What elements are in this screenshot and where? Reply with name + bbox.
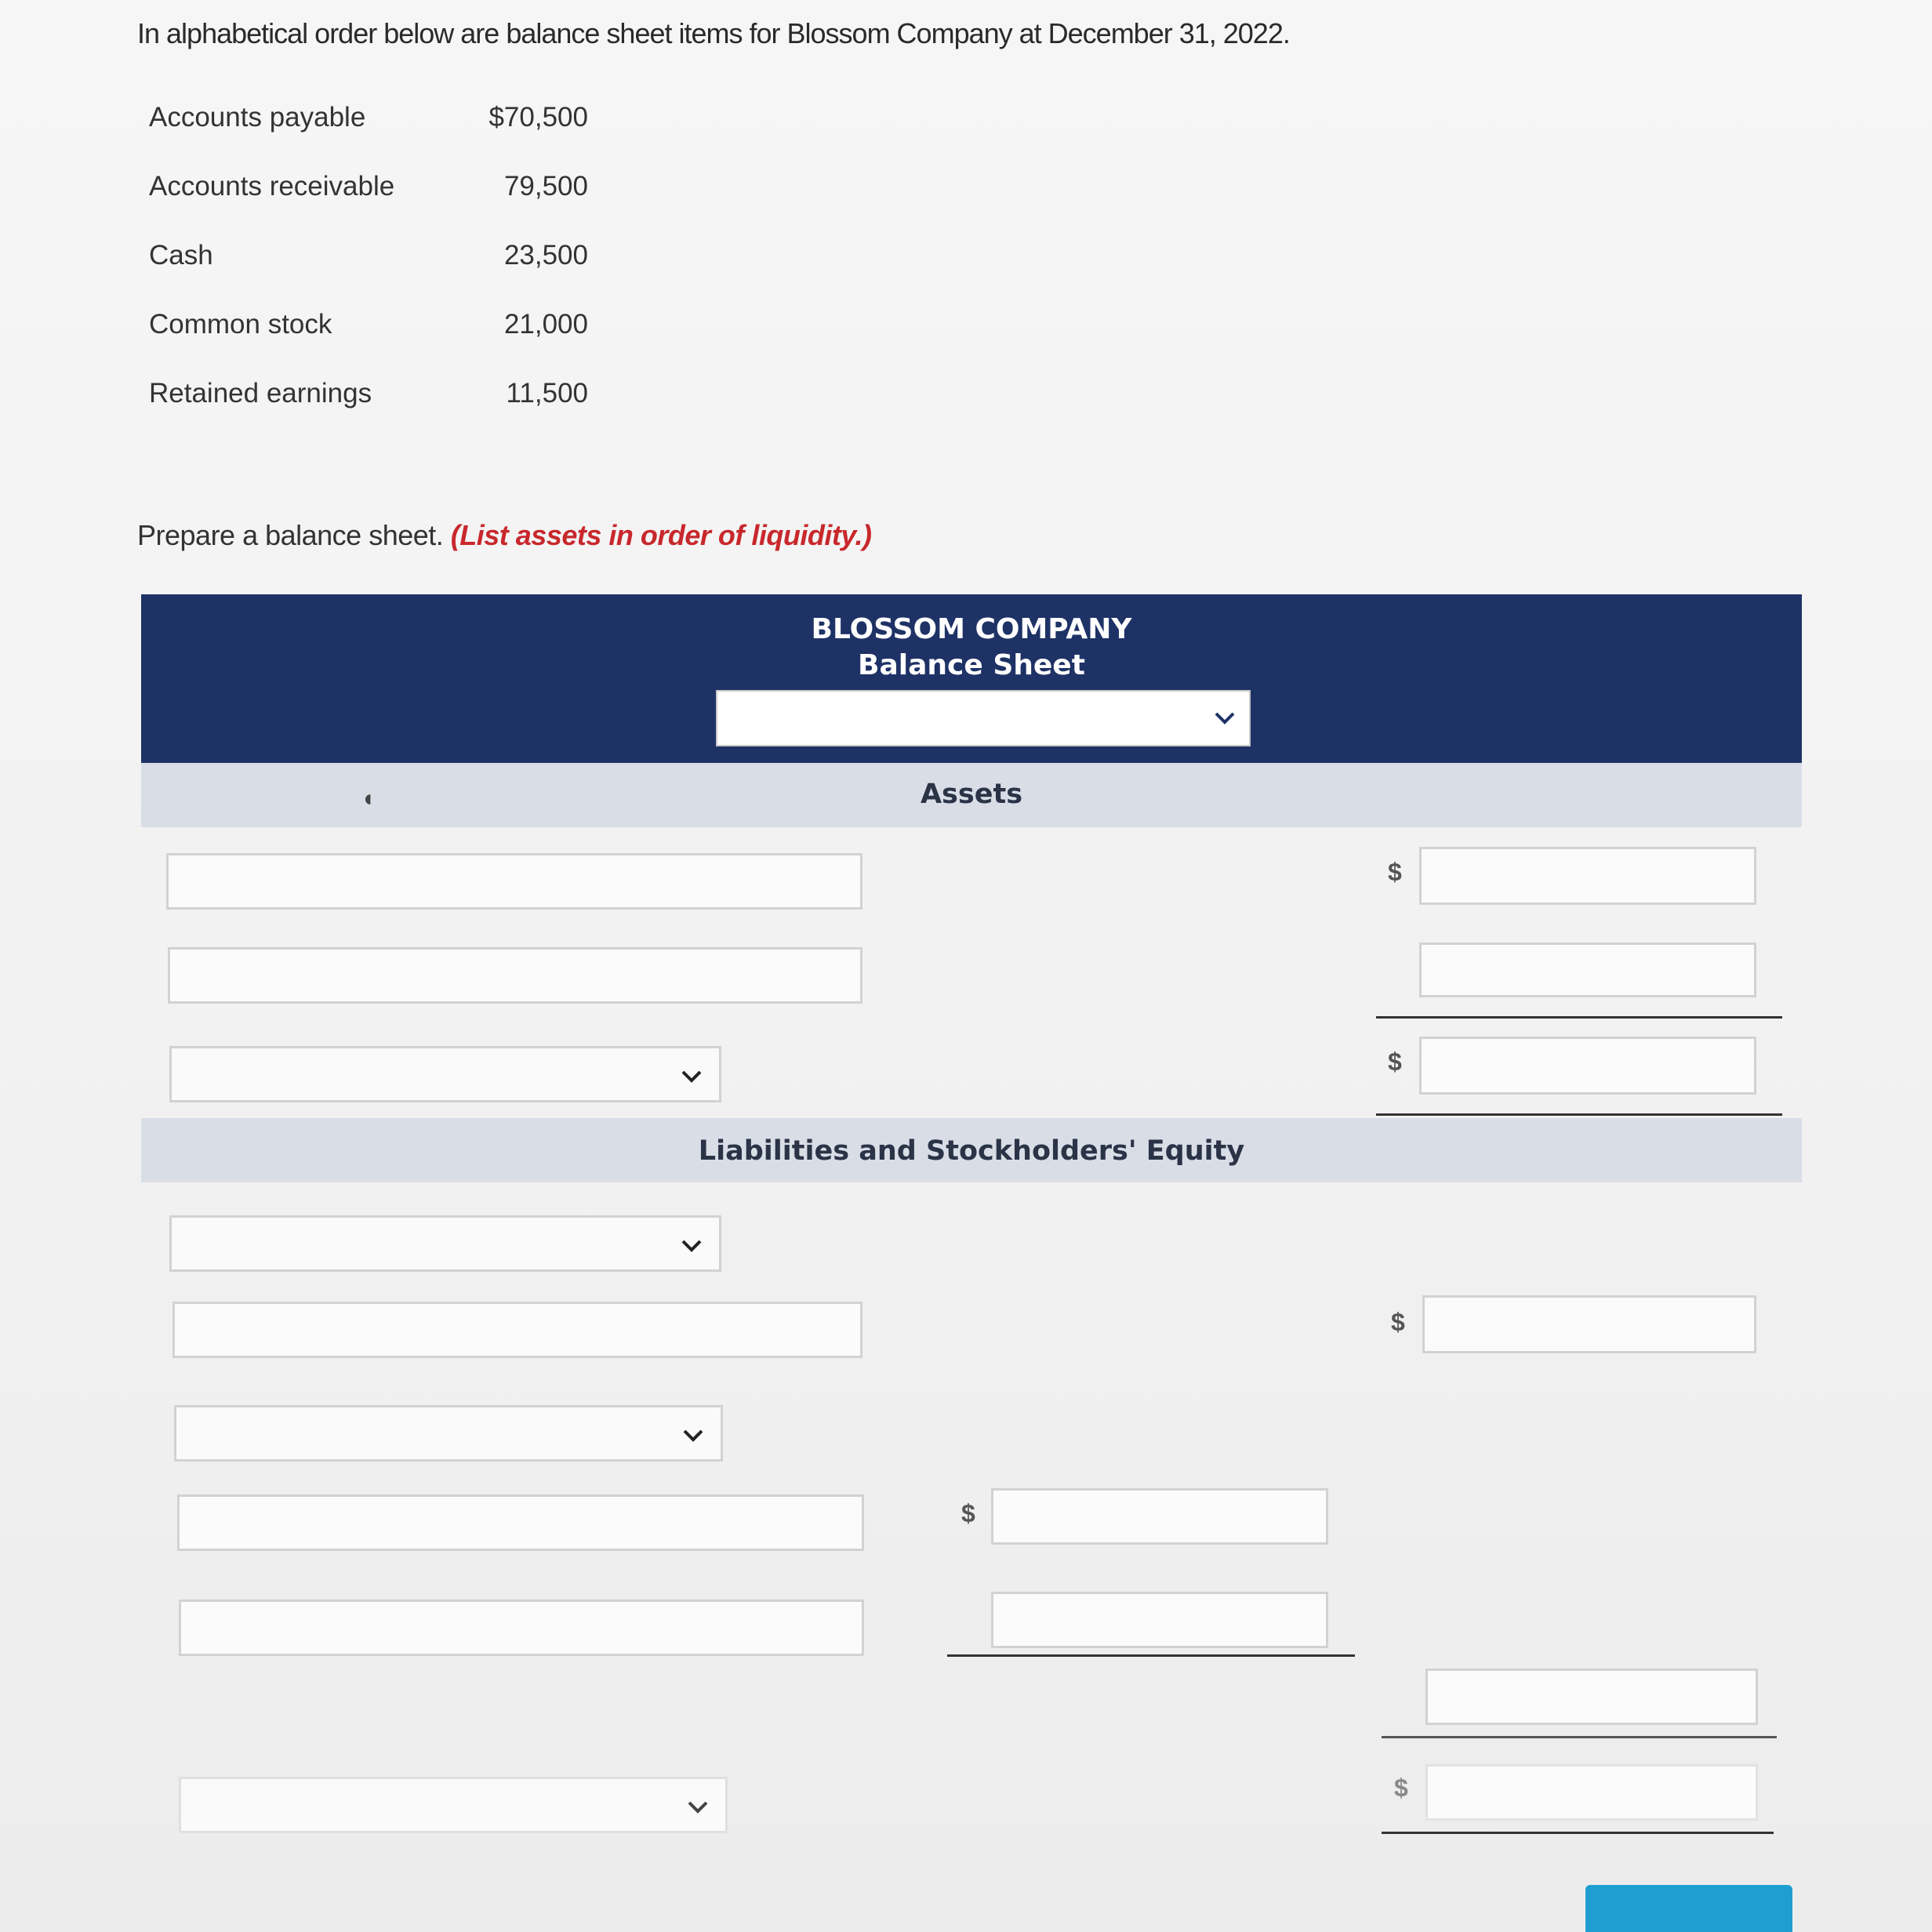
currency-symbol: $ (1394, 1774, 1408, 1802)
asset-name-input-2[interactable] (168, 947, 862, 1004)
liabilities-heading: Liabilities and Stockholders' Equity (698, 1135, 1245, 1167)
subtotal-rule (1376, 1016, 1782, 1019)
asset-amount-input-2[interactable] (1419, 942, 1756, 997)
assets-heading: Assets (920, 779, 1023, 810)
balance-sheet-header (141, 594, 1802, 763)
currency-symbol: $ (1391, 1308, 1405, 1336)
chevron-down-icon (681, 1070, 702, 1083)
item-name: Cash (149, 240, 213, 271)
item-value: 23,500 (503, 240, 588, 271)
subtotal-rule (947, 1654, 1355, 1657)
liabilities-section-bar (141, 1118, 1802, 1182)
liability-select-1[interactable] (169, 1215, 721, 1272)
currency-symbol: $ (1388, 858, 1402, 886)
chevron-down-icon (688, 1801, 708, 1814)
asset-amount-input-1[interactable] (1419, 847, 1756, 905)
liability-amount-input[interactable] (1422, 1295, 1756, 1353)
cursor-marker: ◖ (361, 786, 376, 812)
subtotal-rule (1382, 1736, 1777, 1738)
equity-select[interactable] (174, 1405, 723, 1462)
chevron-down-icon (681, 1240, 702, 1252)
list-item (149, 240, 588, 287)
chevron-down-icon (683, 1429, 703, 1442)
total-assets-input[interactable] (1419, 1037, 1756, 1095)
item-value: 21,000 (503, 309, 588, 340)
liability-name-input[interactable] (172, 1302, 862, 1358)
total-liabilities-equity-input[interactable] (1425, 1764, 1758, 1821)
submit-button[interactable] (1585, 1885, 1792, 1932)
list-item (149, 378, 588, 425)
item-value: $70,500 (488, 102, 588, 133)
equity-name-input-2[interactable] (179, 1600, 864, 1656)
item-name: Accounts payable (149, 102, 366, 133)
item-name: Accounts receivable (149, 171, 395, 202)
item-value: 11,500 (506, 378, 588, 409)
list-item (149, 102, 588, 149)
equity-name-input-1[interactable] (177, 1494, 864, 1551)
intro-text: In alphabetical order below are balance sheet items for Blossom Company at December 31, 2022. (137, 17, 1290, 49)
total-rule (1382, 1832, 1774, 1834)
item-name: Common stock (149, 309, 332, 340)
company-name: BLOSSOM COMPANY (811, 613, 1132, 645)
chevron-down-icon (1215, 712, 1235, 724)
item-value: 79,500 (503, 171, 588, 202)
asset-name-input-1[interactable] (166, 853, 862, 910)
total-rule (1376, 1113, 1782, 1116)
assets-section-bar (141, 763, 1802, 827)
list-item (149, 309, 588, 356)
list-item (149, 171, 588, 218)
date-select[interactable] (716, 690, 1251, 746)
prompt-text: Prepare a balance sheet. (137, 519, 444, 551)
statement-title: Balance Sheet (858, 649, 1085, 681)
currency-symbol: $ (1388, 1048, 1402, 1076)
equity-amount-input-1[interactable] (991, 1488, 1328, 1545)
instructions (137, 519, 872, 552)
total-liabilities-equity-select[interactable] (179, 1777, 728, 1833)
currency-symbol: $ (961, 1499, 975, 1527)
item-name: Retained earnings (149, 378, 372, 409)
equity-amount-input-2[interactable] (991, 1592, 1328, 1648)
prompt-instruction: (List assets in order of liquidity.) (450, 519, 872, 551)
total-assets-select[interactable] (169, 1046, 721, 1102)
total-equity-input[interactable] (1425, 1669, 1758, 1725)
